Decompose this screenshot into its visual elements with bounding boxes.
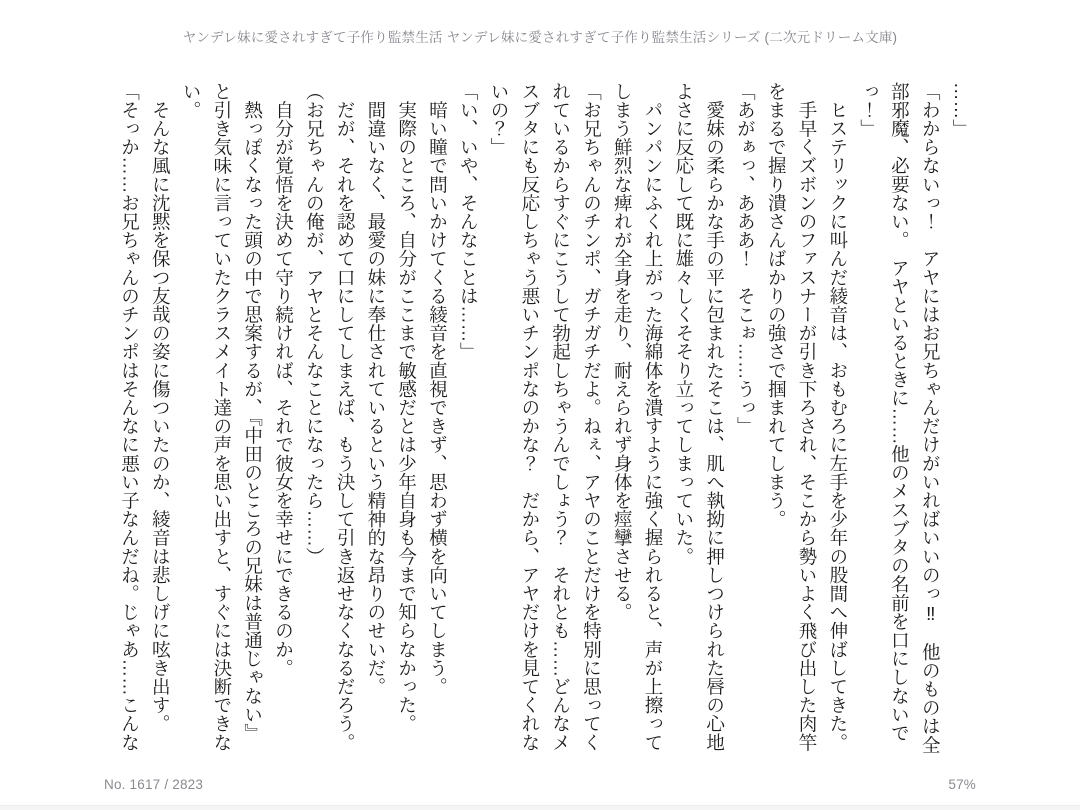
text-line: 「そっか……お兄ちゃんのチンポはそんなに悪い子なんだね。じゃあ……こんな (119, 82, 141, 752)
text-line: 手早くズボンのファスナーが引き下ろされ、そこから勢いよく飛び出した肉竿 (797, 82, 819, 752)
text-line: っ！」 (858, 82, 880, 138)
text-line: いの？」 (489, 82, 511, 157)
text-line: スブタにも反応しちゃう悪いチンポなのかな？ だから、アヤだけを見てくれな (519, 82, 541, 752)
text-line: （お兄ちゃんの俺が、アヤとそんなことになったら……） (304, 82, 326, 566)
text-line: そんな風に沈黙を保つ友哉の姿に傷ついたのか、綾音は悲しげに呟き出す。 (150, 82, 172, 733)
text-line: だが、それを認めて口にしてしまえば、もう決して引き返せなくなるだろう。 (335, 82, 357, 752)
text-line: しまう鮮烈な痺れが全身を走り、耐えられず身体を痙攣させる。 (612, 82, 634, 622)
text-line: れているからすぐにこうして勃起しちゃうんでしょう？ それとも……どんなメ (550, 82, 572, 752)
text-line: 「お兄ちゃんのチンポ、ガチガチだよ。ねぇ、アヤのことだけを特別に思ってく (581, 82, 603, 752)
text-line: 部邪魔、必要ない。 アヤといるときに……他のメスブタの名前を口にしないで (889, 82, 911, 743)
text-line: をまるで握り潰さんばかりの強さで掴まれてしまう。 (766, 82, 788, 529)
text-line: 熱っぽくなった頭の中で思案するが、『中田のところの兄妹は普通じゃない』 (242, 82, 264, 743)
location-indicator: No. 1617 / 2823 (104, 777, 204, 792)
bottom-edge-divider (0, 805, 1080, 810)
text-line: 「い、いや、そんなことは……」 (458, 82, 480, 361)
text-line: よさに反応して既に雄々しくそそり立ってしまっていた。 (673, 82, 695, 566)
book-title: ヤンデレ妹に愛されすぎて子作り監禁生活 ヤンデレ妹に愛されすぎて子作り監禁生活シリーズ (二次元ドリーム文庫) (182, 30, 898, 45)
text-line: 自分が覚悟を決めて守り続ければ、それで彼女を幸せにできるのか。 (273, 82, 295, 678)
text-line: 暗い瞳で問いかけてくる綾音を直視できず、思わず横を向いてしまう。 (427, 82, 449, 696)
progress-percent: 57% (948, 777, 976, 792)
page-text (114, 82, 976, 770)
text-line: 愛妹の柔らかな手の平に包まれたそこは、肌へ執拗に押しつけられた唇の心地 (704, 82, 726, 752)
footer (104, 777, 976, 792)
text-line: と引き気味に言っていたクラスメイト達の声を思い出すと、すぐには決断できな (211, 82, 233, 752)
text-line: 実際のところ、自分がここまで敏感だとは少年自身も今まで知らなかった。 (396, 82, 418, 733)
text-line: い。 (181, 82, 203, 120)
text-line: パンパンにふくれ上がった海綿体を潰すように強く握られると、声が上擦って (643, 82, 665, 752)
text-line: 「あがぁっ、あああ！ そこぉ……うっ」 (735, 82, 757, 436)
text-line: ……」 (951, 82, 972, 138)
text-line: 「わからないっ！ アヤにはお兄ちゃんだけがいればいいのっ‼ 他のものは全 (920, 82, 942, 755)
text-line: 間違いなく、最愛の妹に奉仕されているという精神的な昂りのせいだ。 (365, 82, 387, 696)
text-line: ヒステリックに叫んだ綾音は、おもむろに左手を少年の股間へ伸ばしてきた。 (827, 82, 849, 752)
